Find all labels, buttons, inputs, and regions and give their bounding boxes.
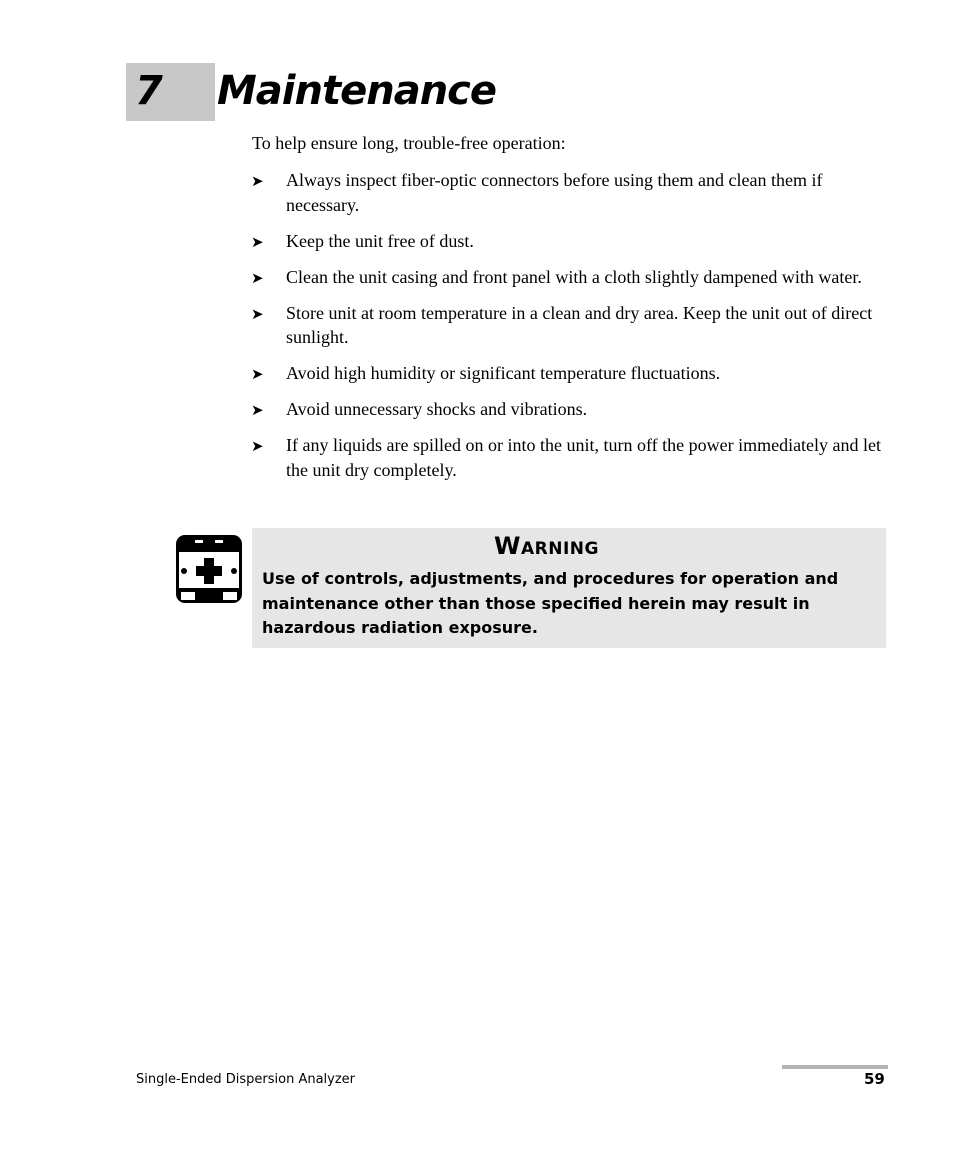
chapter-title: Maintenance [217,68,497,114]
warning-text: Use of controls, adjustments, and procedures for operation and maintenance other than those specified herein may result in hazardous radiation exposure. [262,569,839,637]
page-number: 59 [864,1070,885,1088]
arrow-bullet-icon: ➤ [251,304,264,323]
list-item [250,397,890,422]
arrow-bullet-icon: ➤ [251,172,264,190]
intro-text: To help ensure long, trouble-free operation: [252,133,566,153]
footer-document-title: Single-Ended Dispersion Analyzer [136,1072,356,1087]
warning-title: Warning [494,532,599,560]
list-item-text: Store unit at room temperature in a clean and dry area. Keep the unit out of direct sunlight. [286,302,873,347]
list-item-text: Always inspect fiber-optic connectors before using them and clean them if necessary. [286,170,823,215]
list-item [250,229,890,254]
list-item-text: Keep the unit free of dust. [286,230,474,251]
list-item [250,361,890,386]
chapter-number: 7 [135,68,163,114]
arrow-bullet-icon: ➤ [251,268,264,287]
list-item-text: Avoid high humidity or significant temperature fluctuations. [286,363,721,383]
list-item [250,265,890,290]
list-item [250,433,890,482]
arrow-bullet-icon: ➤ [251,365,264,383]
ambulance-icon [175,534,243,604]
maintenance-list [250,168,890,494]
list-item-text: If any liquids are spilled on or into the unit, turn off the power immediately and let the unit dry completely. [286,435,882,480]
arrow-bullet-icon: ➤ [251,232,264,251]
arrow-bullet-icon: ➤ [251,437,264,455]
list-item-text: Clean the unit casing and front panel with a cloth slightly dampened with water. [286,266,862,287]
list-item [250,168,890,217]
arrow-bullet-icon: ➤ [251,401,264,419]
list-item-text: Avoid unnecessary shocks and vibrations. [286,399,588,419]
list-item [250,301,890,350]
